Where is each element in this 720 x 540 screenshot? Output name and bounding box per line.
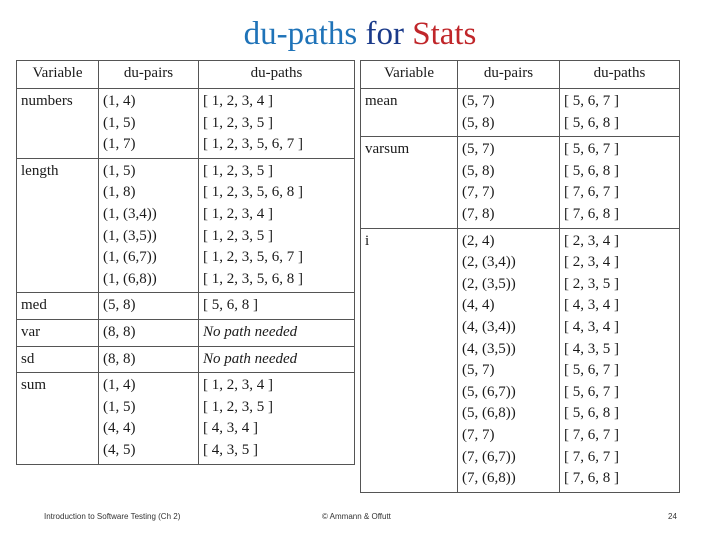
table-row [17,319,355,346]
table-row [361,89,680,137]
slide-title [0,14,720,54]
variable-cell: length [17,158,99,293]
header-du-pairs: du-pairs [458,61,560,89]
footer-page-number: 24 [668,512,677,521]
du-pairs-cell: (5, 7) (5, 8) (7, 7) (7, 8) [458,137,560,228]
table-row [17,373,355,464]
variable-cell: numbers [17,89,99,159]
du-pairs-cell: (8, 8) [99,346,199,373]
variable-cell: sd [17,346,99,373]
du-paths-cell: No path needed [199,319,355,346]
table-header-row [17,61,355,89]
header-du-pairs: du-pairs [99,61,199,89]
left-du-table [16,60,355,465]
du-paths-cell: [ 5, 6, 7 ] [ 5, 6, 8 ] [ 7, 6, 7 ] [ 7, 6, 8 ] [560,137,680,228]
title-du-paths: du-paths [243,16,358,52]
variable-cell: med [17,293,99,320]
title-for: for [365,16,404,52]
du-pairs-cell: (5, 8) [99,293,199,320]
du-pairs-cell: (1, 4) (1, 5) (1, 7) [99,89,199,159]
du-pairs-cell: (1, 5) (1, 8) (1, (3,4)) (1, (3,5)) (1, (6,7)) (1, (6,8)) [99,158,199,293]
du-paths-cell: [ 1, 2, 3, 4 ] [ 1, 2, 3, 5 ] [ 4, 3, 4 ] [ 4, 3, 5 ] [199,373,355,464]
du-paths-cell: [ 1, 2, 3, 5 ] [ 1, 2, 3, 5, 6, 8 ] [ 1, 2, 3, 4 ] [ 1, 2, 3, 5 ] [ 1, 2, 3, 5, 6, 7 ] [ 1, 2, 3, 5, 6, 8 ] [199,158,355,293]
du-pairs-cell: (2, 4) (2, (3,4)) (2, (3,5)) (4, 4) (4, (3,4)) (4, (3,5)) (5, 7) (5, (6,7)) (5, (6,8)) (7, 7) (7, (6,7)) (7, (6,8)) [458,228,560,492]
variable-cell: mean [361,89,458,137]
table-row [17,158,355,293]
variable-cell: i [361,228,458,492]
du-paths-cell: [ 5, 6, 8 ] [199,293,355,320]
du-paths-cell: [ 5, 6, 7 ] [ 5, 6, 8 ] [560,89,680,137]
du-pairs-cell: (5, 7) (5, 8) [458,89,560,137]
right-du-table [360,60,680,493]
du-paths-cell: No path needed [199,346,355,373]
table-row [17,293,355,320]
variable-cell: varsum [361,137,458,228]
table-header-row [361,61,680,89]
table-row [361,228,680,492]
variable-cell: sum [17,373,99,464]
header-variable: Variable [17,61,99,89]
header-du-paths: du-paths [199,61,355,89]
title-stats: Stats [412,16,477,52]
footer-copyright: © Ammann & Offutt [322,512,391,521]
du-paths-cell: [ 1, 2, 3, 4 ] [ 1, 2, 3, 5 ] [ 1, 2, 3, 5, 6, 7 ] [199,89,355,159]
variable-cell: var [17,319,99,346]
footer-course: Introduction to Software Testing (Ch 2) [44,512,181,521]
header-variable: Variable [361,61,458,89]
table-row [17,346,355,373]
du-pairs-cell: (8, 8) [99,319,199,346]
du-paths-cell: [ 2, 3, 4 ] [ 2, 3, 4 ] [ 2, 3, 5 ] [ 4, 3, 4 ] [ 4, 3, 4 ] [ 4, 3, 5 ] [ 5, 6, 7 ] [ 5, 6, 7 ] [ 5, 6, 8 ] [ 7, 6, 7 ] [ 7, 6, 7 ] [ 7, 6, 8 ] [560,228,680,492]
du-pairs-cell: (1, 4) (1, 5) (4, 4) (4, 5) [99,373,199,464]
table-row [17,89,355,159]
table-row [361,137,680,228]
header-du-paths: du-paths [560,61,680,89]
